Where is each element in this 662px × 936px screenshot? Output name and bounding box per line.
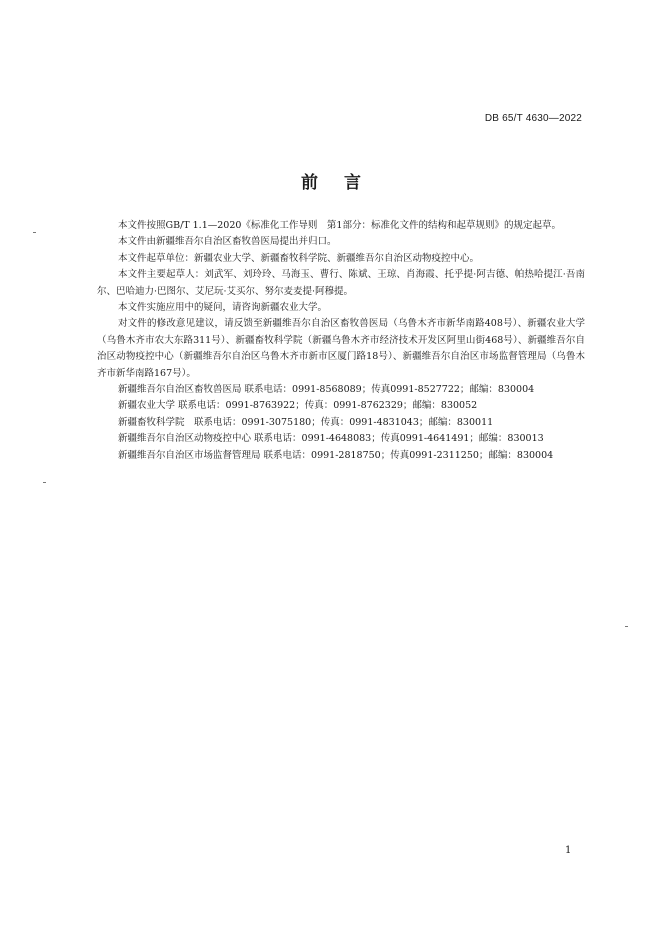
paragraph-drafting-units: 本文件起草单位：新疆农业大学、新疆畜牧科学院、新疆维吾尔自治区动物疫控中心。 [118,252,480,264]
paragraph-drafting-basis: 本文件按照GB/T 1.1—2020《标准化工作导则 第1部分：标准化文件的结构和起草规则》的规定起草。 [118,220,561,231]
scan-mark [625,626,628,627]
scan-mark [43,482,46,483]
contact-line: 新疆维吾尔自治区动物疫控中心 联系电话：0991-4648083；传真0991-4641491；邮编：830013 [118,433,544,445]
contact-line: 新疆畜牧科学院 联系电话：0991-3075180；传真：0991-4831043；邮编：830011 [118,416,494,428]
paragraph-main-drafters: 本文件主要起草人：刘武军、刘玲玲、马海玉、曹行、陈斌、王琼、肖海霞、托乎提·阿吉德、帕热哈提江·吾南尔、巴哈迪力·巴图尔、艾尼玩·艾买尔、努尔麦麦提·阿穆提。 [97,269,585,297]
scan-mark [33,232,36,233]
paragraph-inquiry: 本文件实施应用中的疑问，请咨询新疆农业大学。 [118,302,328,314]
paragraph-proposer: 本文件由新疆维吾尔自治区畜牧兽医局提出并归口。 [118,236,337,248]
paragraph-feedback: 对文件的修改意见建议，请反馈至新疆维吾尔自治区畜牧兽医局（乌鲁木齐市新华南路408号）、新疆农业大学（乌鲁木齐市农大东路311号）、新疆畜牧科学院（新疆乌鲁木齐市经济技术开发区阿里山街468号）、新疆维吾尔自治区动物疫控中心（新疆维吾尔自治区乌鲁木齐市新市区厦门路18号）、新疆维吾尔自治区市场监督管理局（乌鲁木齐市新华南路167号）。 [97,318,585,379]
page-title [0,168,662,193]
page-number: 1 [565,845,572,856]
page-title-char: 前 [301,173,318,193]
contact-line: 新疆农业大学 联系电话：0991-8763922；传真：0991-8762329；邮编：830052 [118,400,478,412]
document-code: DB 65/T 4630—2022 [484,113,582,124]
page-title-char: 言 [344,173,361,193]
contact-line: 新疆维吾尔自治区市场监督管理局 联系电话：0991-2818750；传真0991-2311250；邮编：830004 [118,449,554,461]
contact-line: 新疆维吾尔自治区畜牧兽医局 联系电话：0991-8568089；传真0991-8527722；邮编：830004 [118,384,535,396]
document-body [97,218,585,464]
